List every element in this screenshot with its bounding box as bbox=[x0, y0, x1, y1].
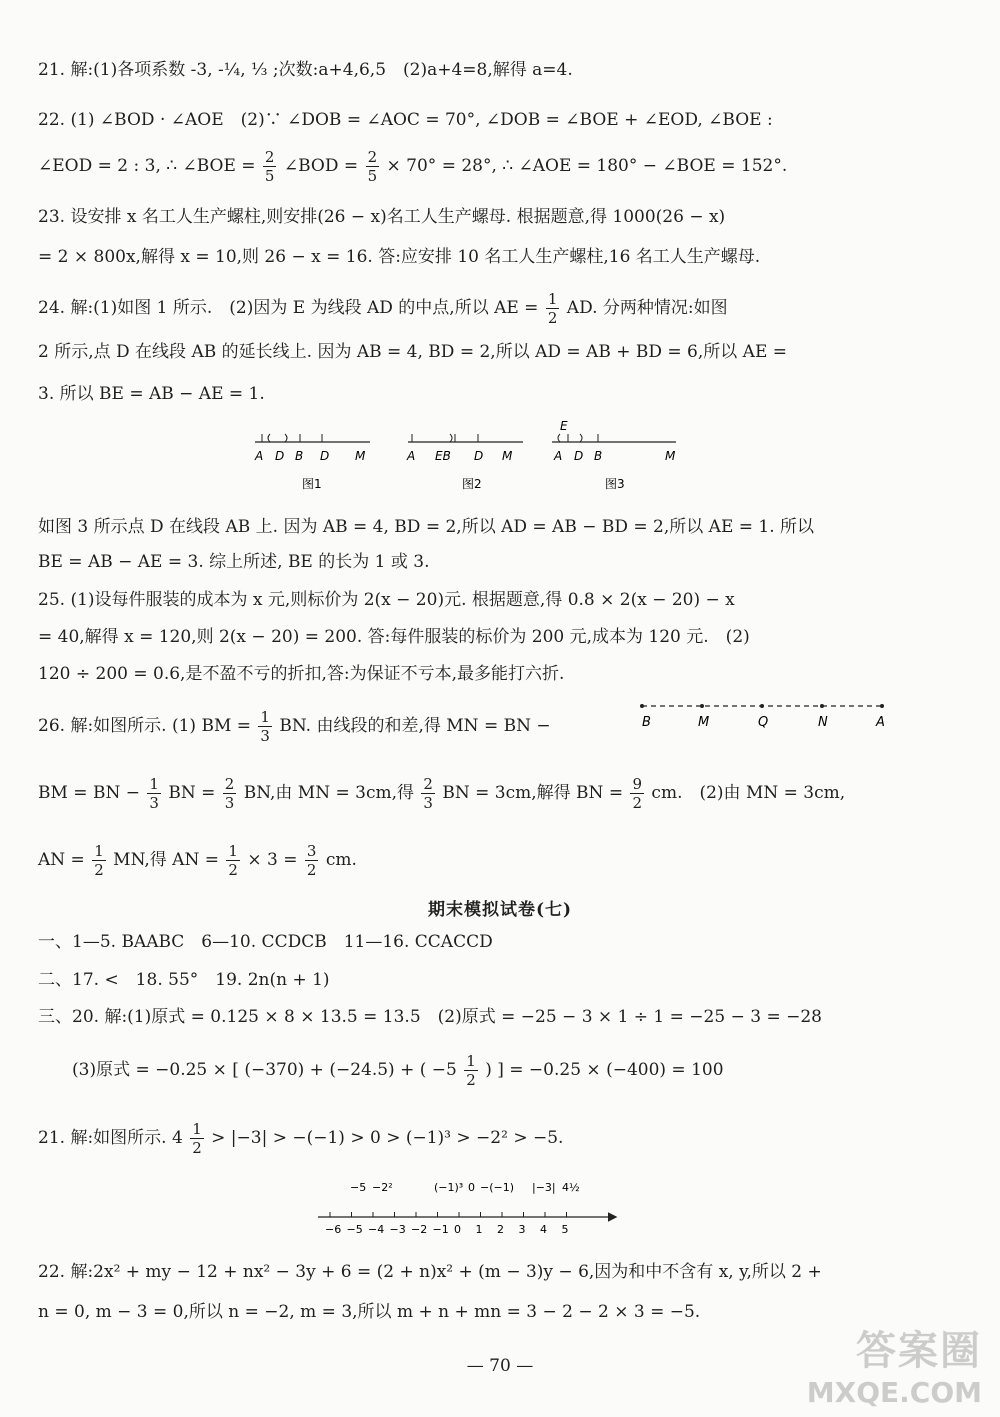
fig3-caption: 图3 bbox=[605, 477, 625, 491]
nl-mark: 0 bbox=[468, 1181, 475, 1194]
answer-24-line4: 如图 3 所示点 D 在线段 AB 上. 因为 AB = 4, BD = 2,所以 AD = AB − BD = 2,所以 AE = 1. 所以 bbox=[38, 517, 815, 537]
nl-tick-label: 1 bbox=[475, 1223, 483, 1236]
fig26-label: A bbox=[876, 715, 885, 730]
nl-mark: −2² bbox=[372, 1181, 393, 1194]
fig1-label: B bbox=[295, 449, 304, 463]
answer-26-line3: AN = $\frac{1}{2}$ MN,得 AN = $\frac{1}{2}$ × 3 = $\frac{3}{2}$ cm. bbox=[38, 842, 357, 879]
answer-21b: 21. 解:如图所示. 4 $\frac{1}{2}$ > |−3| > −(−1) > 0 > (−1)³ > −2² > −5. bbox=[38, 1120, 564, 1157]
section-title: 期末模拟试卷(七) bbox=[427, 900, 573, 920]
fig2-label: EB bbox=[435, 449, 451, 463]
watermark-url: MXQE.COM bbox=[806, 1376, 982, 1409]
fig26-label: B bbox=[642, 715, 651, 730]
answer-24-line5: BE = AB − AE = 3. 综上所述, BE 的长为 1 或 3. bbox=[38, 552, 430, 572]
figures-1-3 bbox=[240, 420, 700, 500]
answer-22-line1: 22. (1) ∠BOD · ∠AOE (2)∵ ∠DOB = ∠AOC = 70°, ∠DOB = ∠BOE + ∠EOD, ∠BOE : bbox=[38, 110, 773, 130]
answer-23-line2: = 2 × 800x,解得 x = 10,则 26 − x = 16. 答:应安排 10 名工人生产螺柱,16 名工人生产螺母. bbox=[38, 247, 761, 267]
answer-22b-line1: 22. 解:2x² + my − 12 + nx² − 3y + 6 = (2 + n)x² + (m − 3)y − 6,因为和中不含有 x, y,所以 2 + bbox=[38, 1262, 822, 1282]
fig2-caption: 图2 bbox=[462, 477, 482, 491]
answer-25-line3: 120 ÷ 200 = 0.6,是不盈不亏的折扣,答:为保证不亏本,最多能打六折. bbox=[38, 664, 565, 684]
answer-24-line2: 2 所示,点 D 在线段 AB 的延长线上. 因为 AB = 4, BD = 2,所以 AD = AB + BD = 6,所以 AE = bbox=[38, 342, 788, 362]
answer-24-line3: 3. 所以 BE = AB − AE = 1. bbox=[38, 384, 265, 404]
nl-tick-label: −3 bbox=[389, 1223, 406, 1236]
nl-mark: |−3| bbox=[532, 1181, 556, 1194]
answer-22-line2: ∠EOD = 2 : 3, ∴ ∠BOE = $\frac{2}{5}$ ∠BOD = $\frac{2}{5}$ × 70° = 28°, ∴ ∠AOE = 180° − ∠BOE = 152°. bbox=[38, 148, 788, 185]
watermark-main: 答案圈 bbox=[856, 1328, 982, 1374]
nl-tick-label: −5 bbox=[346, 1223, 363, 1236]
fig2-label: A bbox=[407, 449, 416, 463]
answer-20-line1: 三、20. 解:(1)原式 = 0.125 × 8 × 13.5 = 13.5 (2)原式 = −25 − 3 × 1 ÷ 1 = −25 − 3 = −28 bbox=[38, 1007, 822, 1027]
fill-answers: 二、17. < 18. 55° 19. 2n(n + 1) bbox=[38, 970, 330, 990]
fig1-label: A bbox=[255, 449, 264, 463]
fig1-label: D bbox=[275, 449, 285, 463]
fig1-label: M bbox=[355, 449, 366, 463]
nl-tick-label: 0 bbox=[454, 1223, 461, 1236]
figure-26 bbox=[630, 696, 892, 736]
number-line bbox=[310, 1165, 630, 1245]
answer-21: 21. 解:(1)各项系数 -3, -¼, ⅓ ;次数:a+4,6,5 (2)a+4=8,解得 a=4. bbox=[38, 60, 573, 80]
nl-mark: 4½ bbox=[562, 1181, 580, 1194]
fig1-label: D bbox=[320, 449, 330, 463]
mc-answers: 一、1—5. BAABC 6—10. CCDCB 11—16. CCACCD bbox=[38, 932, 493, 952]
fig3-label: A bbox=[554, 449, 563, 463]
fig3-label: M bbox=[665, 449, 676, 463]
answer-20-line2: (3)原式 = −0.25 × [ (−370) + (−24.5) + ( −5 $\frac{1}{2}$ ) ] = −0.25 × (−400) = 100 bbox=[72, 1052, 724, 1089]
answer-22b-line2: n = 0, m − 3 = 0,所以 n = −2, m = 3,所以 m + n + mn = 3 − 2 − 2 × 3 = −5. bbox=[38, 1302, 701, 1322]
nl-tick-label: 2 bbox=[497, 1223, 504, 1236]
nl-tick-label: −2 bbox=[411, 1223, 428, 1236]
nl-tick-label: 5 bbox=[561, 1223, 569, 1236]
watermark bbox=[807, 1319, 982, 1409]
answer-26-line1: 26. 解:如图所示. (1) BM = $\frac{1}{3}$ BN. 由线段的和差,得 MN = BN − bbox=[38, 708, 551, 745]
figure-1 bbox=[254, 434, 370, 491]
fig3-label: E bbox=[560, 420, 568, 433]
fig2-label: D bbox=[474, 449, 484, 463]
answer-26-line2: BM = BN − $\frac{1}{3}$ BN = $\frac{2}{3}$ BN,由 MN = 3cm,得 $\frac{2}{3}$ BN = 3cm,解得 BN = $\frac{9}{2}$ cm. (2)由 MN = 3cm, bbox=[38, 775, 846, 812]
page-number: — 70 — bbox=[466, 1356, 534, 1376]
nl-mark: −(−1) bbox=[480, 1181, 515, 1194]
nl-tick-label: −4 bbox=[368, 1223, 385, 1236]
fig1-caption: 图1 bbox=[302, 477, 322, 491]
fig26-label: Q bbox=[758, 715, 769, 730]
fig2-label: M bbox=[502, 449, 513, 463]
answer-23-line1: 23. 设安排 x 名工人生产螺柱,则安排(26 − x)名工人生产螺母. 根据题意,得 1000(26 − x) bbox=[38, 207, 726, 227]
fig3-label: B bbox=[594, 449, 603, 463]
fig26-label: N bbox=[818, 715, 828, 730]
fig3-label: D bbox=[574, 449, 584, 463]
figure-2 bbox=[406, 434, 523, 491]
answer-24-line1: 24. 解:(1)如图 1 所示. (2)因为 E 为线段 AD 的中点,所以 AE = $\frac{1}{2}$ AD. 分两种情况:如图 bbox=[38, 290, 728, 327]
answer-25-line2: = 40,解得 x = 120,则 2(x − 20) = 200. 答:每件服装的标价为 200 元,成本为 120 元. (2) bbox=[38, 627, 750, 647]
answer-25-line1: 25. (1)设每件服装的成本为 x 元,则标价为 2(x − 20)元. 根据题意,得 0.8 × 2(x − 20) − x bbox=[38, 590, 735, 610]
nl-mark: −5 bbox=[350, 1181, 367, 1194]
fig26-label: M bbox=[698, 715, 710, 730]
nl-tick-label: −6 bbox=[325, 1223, 342, 1236]
nl-tick-label: 4 bbox=[540, 1223, 547, 1236]
figure-3 bbox=[552, 420, 676, 491]
nl-tick-label: 3 bbox=[518, 1223, 526, 1236]
nl-tick-label: −1 bbox=[432, 1223, 449, 1236]
nl-mark: (−1)³ bbox=[434, 1181, 464, 1194]
